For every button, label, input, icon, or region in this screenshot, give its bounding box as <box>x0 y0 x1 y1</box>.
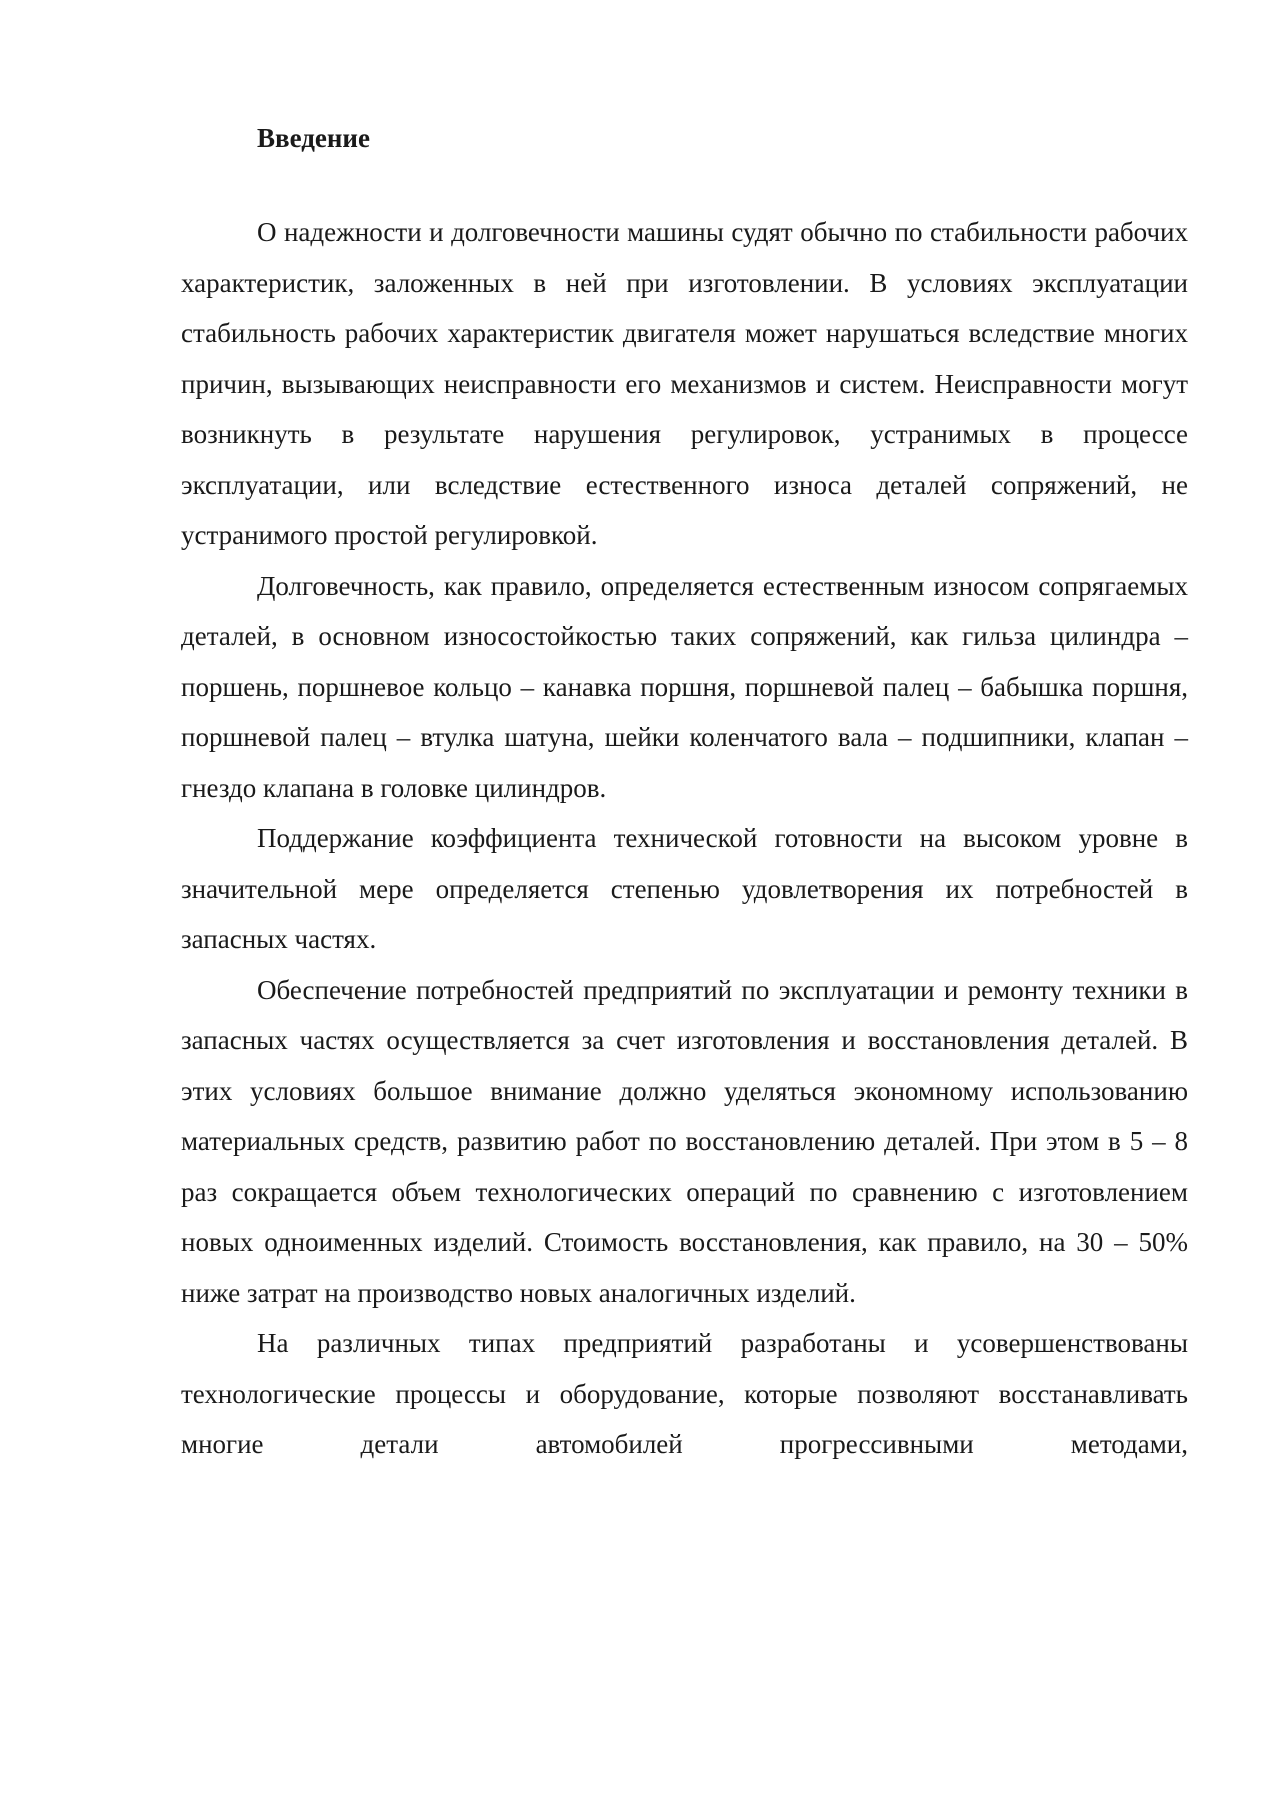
section-heading: Введение <box>257 123 370 153</box>
paragraph-technologies: На различных типах предприятий разработаны и усовершенствованы технологические процессы и оборудование, которые позволяют восстанавливать многие детали автомобилей прогрессивными методами, <box>181 1328 1188 1459</box>
paragraph-spare-parts: Обеспечение потребностей предприятий по эксплуатации и ремонту техники в запасных частях осуществляется за счет изготовления и восстановления деталей. В этих условиях большое внимание должно уделяться экономному использованию материальных средств, развитию работ по восстановлению деталей. При этом в 5 – 8 раз сокращается объем технологических операций по сравнению с изготовлением новых одноименных изделий. Стоимость восстановления, как правило, на 30 – 50% ниже затрат на производство новых аналогичных изделий. <box>181 974 1188 1308</box>
document-body <box>181 113 1188 1470</box>
paragraph-durability: Долговечность, как правило, определяется естественным износом сопрягаемых деталей, в основном износостойкостью таких сопряжений, как гильза цилиндра – поршень, поршневое кольцо – канавка поршня, поршневой палец – бабышка поршня, поршневой палец – втулка шатуна, шейки коленчатого вала – подшипники, клапан – гнездо клапана в головке цилиндров. <box>181 570 1188 803</box>
paragraph-readiness: Поддержание коэффициента технической готовности на высоком уровне в значительной мере определяется степенью удовлетворения их потребностей в запасных частях. <box>181 823 1188 954</box>
paragraph-reliability: О надежности и долговечности машины судят обычно по стабильности рабочих характеристик, заложенных в ней при изготовлении. В условиях эксплуатации стабильность рабочих характеристик двигателя может нарушаться вследствие многих причин, вызывающих неисправности его механизмов и систем. Неисправности могут возникнуть в результате нарушения регулировок, устранимых в процессе эксплуатации, или вследствие естественного износа деталей сопряжений, не устранимого простой регулировкой. <box>181 217 1188 550</box>
